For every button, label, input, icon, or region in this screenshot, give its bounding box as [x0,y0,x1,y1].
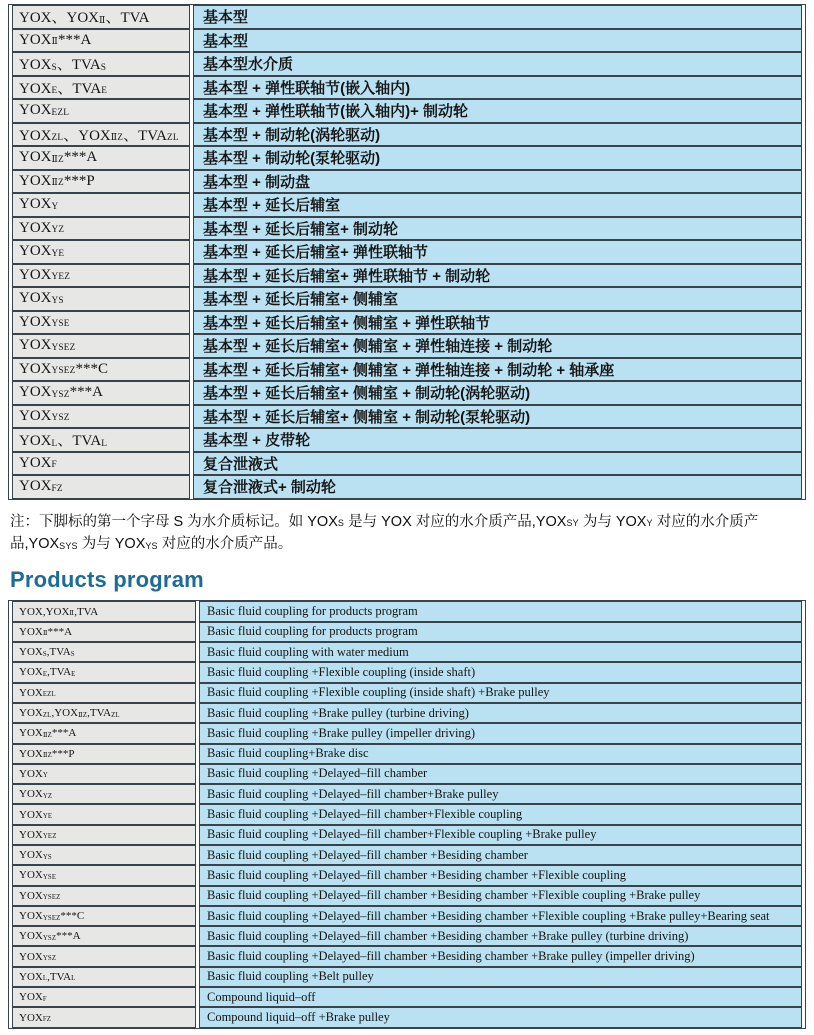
model-description-cell: 基本型 + 延长后辅室+ 侧辅室 + 弹性联轴节 [193,311,802,335]
model-description-cell: Basic fluid coupling for products program [199,622,802,642]
model-description-cell: Basic fluid coupling +Brake pulley (turbine driving) [199,703,802,723]
model-description-cell: 基本型 + 延长后辅室+ 侧辅室 [193,287,802,311]
model-code-cell: $YOX_{YE}$ [12,240,190,264]
table-row [12,123,802,147]
model-code-cell: $YOX_{YS}$ [12,287,190,311]
model-code-cell: $YOX_{EZL}$ [12,683,196,703]
model-code-cell: $YOX_Ⅱ***A$ [12,29,190,53]
model-code-cell: $YOX_{YZ}$ [12,784,196,804]
model-description-cell: 基本型 + 制动轮(涡轮驱动) [193,123,802,147]
model-code-cell: $YOX_{ⅡZ}***P$ [12,170,190,194]
model-description-cell: Basic fluid coupling +Delayed–fill chamber+Flexible coupling [199,804,802,824]
model-description-cell: 基本型 + 皮带轮 [193,428,802,452]
table-row [12,452,802,476]
model-description-cell: 基本型 + 制动轮(泵轮驱动) [193,146,802,170]
table-row [12,845,802,865]
water-medium-note: 注：下脚标的第一个字母 S 为水介质标记。如 $YOX_S$ 是与 YOX 对应的水介质产品$,YOX_{SY}$ 为与 $YOX_Y$ 对应的水介质产品$,YOX_{SYS}$ 为与 $YOX_{YS}$ 对应的水介质产品。 [10,513,759,552]
model-code-cell: $YOX_{YSZ}***A$ [12,381,190,405]
model-description-cell: 复合泄液式 [193,452,802,476]
table-row [12,170,802,194]
table-row [12,865,802,885]
model-code-cell: $YOX_{ⅡZ}***A$ [12,723,196,743]
model-description-cell: Basic fluid coupling +Belt pulley [199,967,802,987]
model-code-cell: $YOX_{ⅡZ}***P$ [12,744,196,764]
model-code-cell: $YOX_{YS}$ [12,845,196,865]
table-row [12,804,802,824]
model-description-cell: 基本型 + 制动盘 [193,170,802,194]
model-code-cell: $YOX_{YSE}$ [12,311,190,335]
table-row [12,946,802,966]
model-code-cell: $YOX_{ⅡZ}***A$ [12,146,190,170]
table-row [12,475,802,499]
table-row [12,622,802,642]
model-description-cell: Basic fluid coupling +Delayed–fill chamber +Besiding chamber +Flexible coupling +Brake pulley [199,886,802,906]
table-row [12,381,802,405]
table-row [12,99,802,123]
model-code-cell: $YOX_S$、$TVA_S$ [12,52,190,76]
table-row [12,1007,802,1027]
model-description-cell: Basic fluid coupling +Delayed–fill chamber +Besiding chamber [199,845,802,865]
table-row [12,193,802,217]
table-row [12,784,802,804]
table-row [12,967,802,987]
model-description-cell: 基本型 [193,29,802,53]
table-row [12,926,802,946]
model-code-cell: $YOX_{YSEZ}***C$ [12,358,190,382]
model-code-cell: $YOX_F$ [12,452,190,476]
table-row [12,240,802,264]
model-description-cell: Basic fluid coupling with water medium [199,642,802,662]
table-row [12,601,802,621]
model-code-cell: $YOX_{YSEZ}$ [12,334,190,358]
model-code-cell: $YOX_S,TVA_S$ [12,642,196,662]
model-description-cell: 基本型 + 弹性联轴节(嵌入轴内) [193,76,802,100]
model-description-cell: Compound liquid–off [199,987,802,1007]
model-description-cell: 基本型 + 延长后辅室+ 弹性联轴节 + 制动轮 [193,264,802,288]
table-row [12,428,802,452]
model-description-cell: Basic fluid coupling +Brake pulley (impeller driving) [199,723,802,743]
table-row [12,906,802,926]
model-code-cell: $YOX_{FZ}$ [12,475,190,499]
products-program-heading: Products program [10,567,204,593]
table-row [12,405,802,429]
model-code-cell: $YOX_{ZL}$、$YOX_{ⅡZ}$、$TVA_{ZL}$ [12,123,190,147]
model-code-cell: $YOX_E,TVA_E$ [12,662,196,682]
model-description-cell: 基本型水介质 [193,52,802,76]
model-code-cell: $YOX_Y$ [12,193,190,217]
model-code-cell: $YOX_{YZ}$ [12,217,190,241]
model-code-cell: $YOX_E$、$TVA_E$ [12,76,190,100]
english-products-table-body [12,601,802,1027]
model-code-cell: $YOX_F$ [12,987,196,1007]
table-row [12,764,802,784]
model-description-cell: 基本型 + 延长后辅室+ 侧辅室 + 弹性轴连接 + 制动轮 [193,334,802,358]
model-description-cell: Basic fluid coupling +Delayed–fill chamber +Besiding chamber +Brake pulley (impeller driving) [199,946,802,966]
table-row [12,311,802,335]
table-row [12,358,802,382]
table-row [12,334,802,358]
model-code-cell: $YOX_{YEZ}$ [12,825,196,845]
model-code-cell: $YOX_Ⅱ***A$ [12,622,196,642]
model-code-cell: $YOX_{ZL},YOX_{ⅡZ},TVA_{ZL}$ [12,703,196,723]
table-row [12,5,802,29]
model-code-cell: $YOX_Y$ [12,764,196,784]
model-description-cell: Basic fluid coupling +Delayed–fill chamber+Flexible coupling +Brake pulley [199,825,802,845]
model-description-cell: 基本型 + 弹性联轴节(嵌入轴内)+ 制动轮 [193,99,802,123]
model-description-cell: 基本型 + 延长后辅室+ 侧辅室 + 制动轮(涡轮驱动) [193,381,802,405]
model-code-cell: $YOX_L$、$TVA_L$ [12,428,190,452]
model-description-cell: Basic fluid coupling +Delayed–fill chamber +Besiding chamber +Brake pulley (turbine driving) [199,926,802,946]
model-description-cell: 复合泄液式+ 制动轮 [193,475,802,499]
table-row [12,703,802,723]
english-products-table [8,600,806,1028]
model-code-cell: $YOX_{YSEZ}***C$ [12,906,196,926]
model-code-cell: $YOX_{EZL}$ [12,99,190,123]
model-code-cell: $YOX_{YSZ}$ [12,946,196,966]
model-code-cell: YOX、$YOX_Ⅱ$、TVA [12,5,190,29]
model-code-cell: $YOX_{FZ}$ [12,1007,196,1027]
model-description-cell: 基本型 [193,5,802,29]
model-description-cell: Compound liquid–off +Brake pulley [199,1007,802,1027]
table-row [12,52,802,76]
table-row [12,886,802,906]
chinese-products-table [8,4,806,500]
chinese-products-table-body [12,5,802,499]
model-code-cell: $YOX_{YSZ}***A$ [12,926,196,946]
model-code-cell: $YOX_{YSZ}$ [12,405,190,429]
model-code-cell: $YOX_L,TVA_L$ [12,967,196,987]
table-row [12,146,802,170]
table-row [12,642,802,662]
model-code-cell: $YOX_{YSE}$ [12,865,196,885]
table-row [12,76,802,100]
model-description-cell: Basic fluid coupling +Delayed–fill chamber +Besiding chamber +Flexible coupling +Brake pulley+Bearing seat [199,906,802,926]
table-row [12,264,802,288]
model-description-cell: Basic fluid coupling+Brake disc [199,744,802,764]
table-row [12,987,802,1007]
table-row [12,683,802,703]
model-description-cell: 基本型 + 延长后辅室 [193,193,802,217]
model-description-cell: Basic fluid coupling +Delayed–fill chamber [199,764,802,784]
model-code-cell: $YOX_{YSEZ}$ [12,886,196,906]
model-description-cell: Basic fluid coupling for products program [199,601,802,621]
model-description-cell: 基本型 + 延长后辅室+ 侧辅室 + 弹性轴连接 + 制动轮 + 轴承座 [193,358,802,382]
model-code-cell: $YOX_{YEZ}$ [12,264,190,288]
table-row [12,662,802,682]
table-row [12,744,802,764]
model-description-cell: 基本型 + 延长后辅室+ 制动轮 [193,217,802,241]
table-row [12,723,802,743]
model-description-cell: 基本型 + 延长后辅室+ 弹性联轴节 [193,240,802,264]
table-row [12,825,802,845]
model-description-cell: Basic fluid coupling +Flexible coupling (inside shaft) +Brake pulley [199,683,802,703]
model-code-cell: $YOX,YOX_Ⅱ,TVA$ [12,601,196,621]
model-code-cell: $YOX_{YE}$ [12,804,196,824]
table-row [12,217,802,241]
model-description-cell: Basic fluid coupling +Delayed–fill chamber +Besiding chamber +Flexible coupling [199,865,802,885]
table-row [12,29,802,53]
model-description-cell: Basic fluid coupling +Delayed–fill chamber+Brake pulley [199,784,802,804]
table-row [12,287,802,311]
model-description-cell: Basic fluid coupling +Flexible coupling (inside shaft) [199,662,802,682]
model-description-cell: 基本型 + 延长后辅室+ 侧辅室 + 制动轮(泵轮驱动) [193,405,802,429]
